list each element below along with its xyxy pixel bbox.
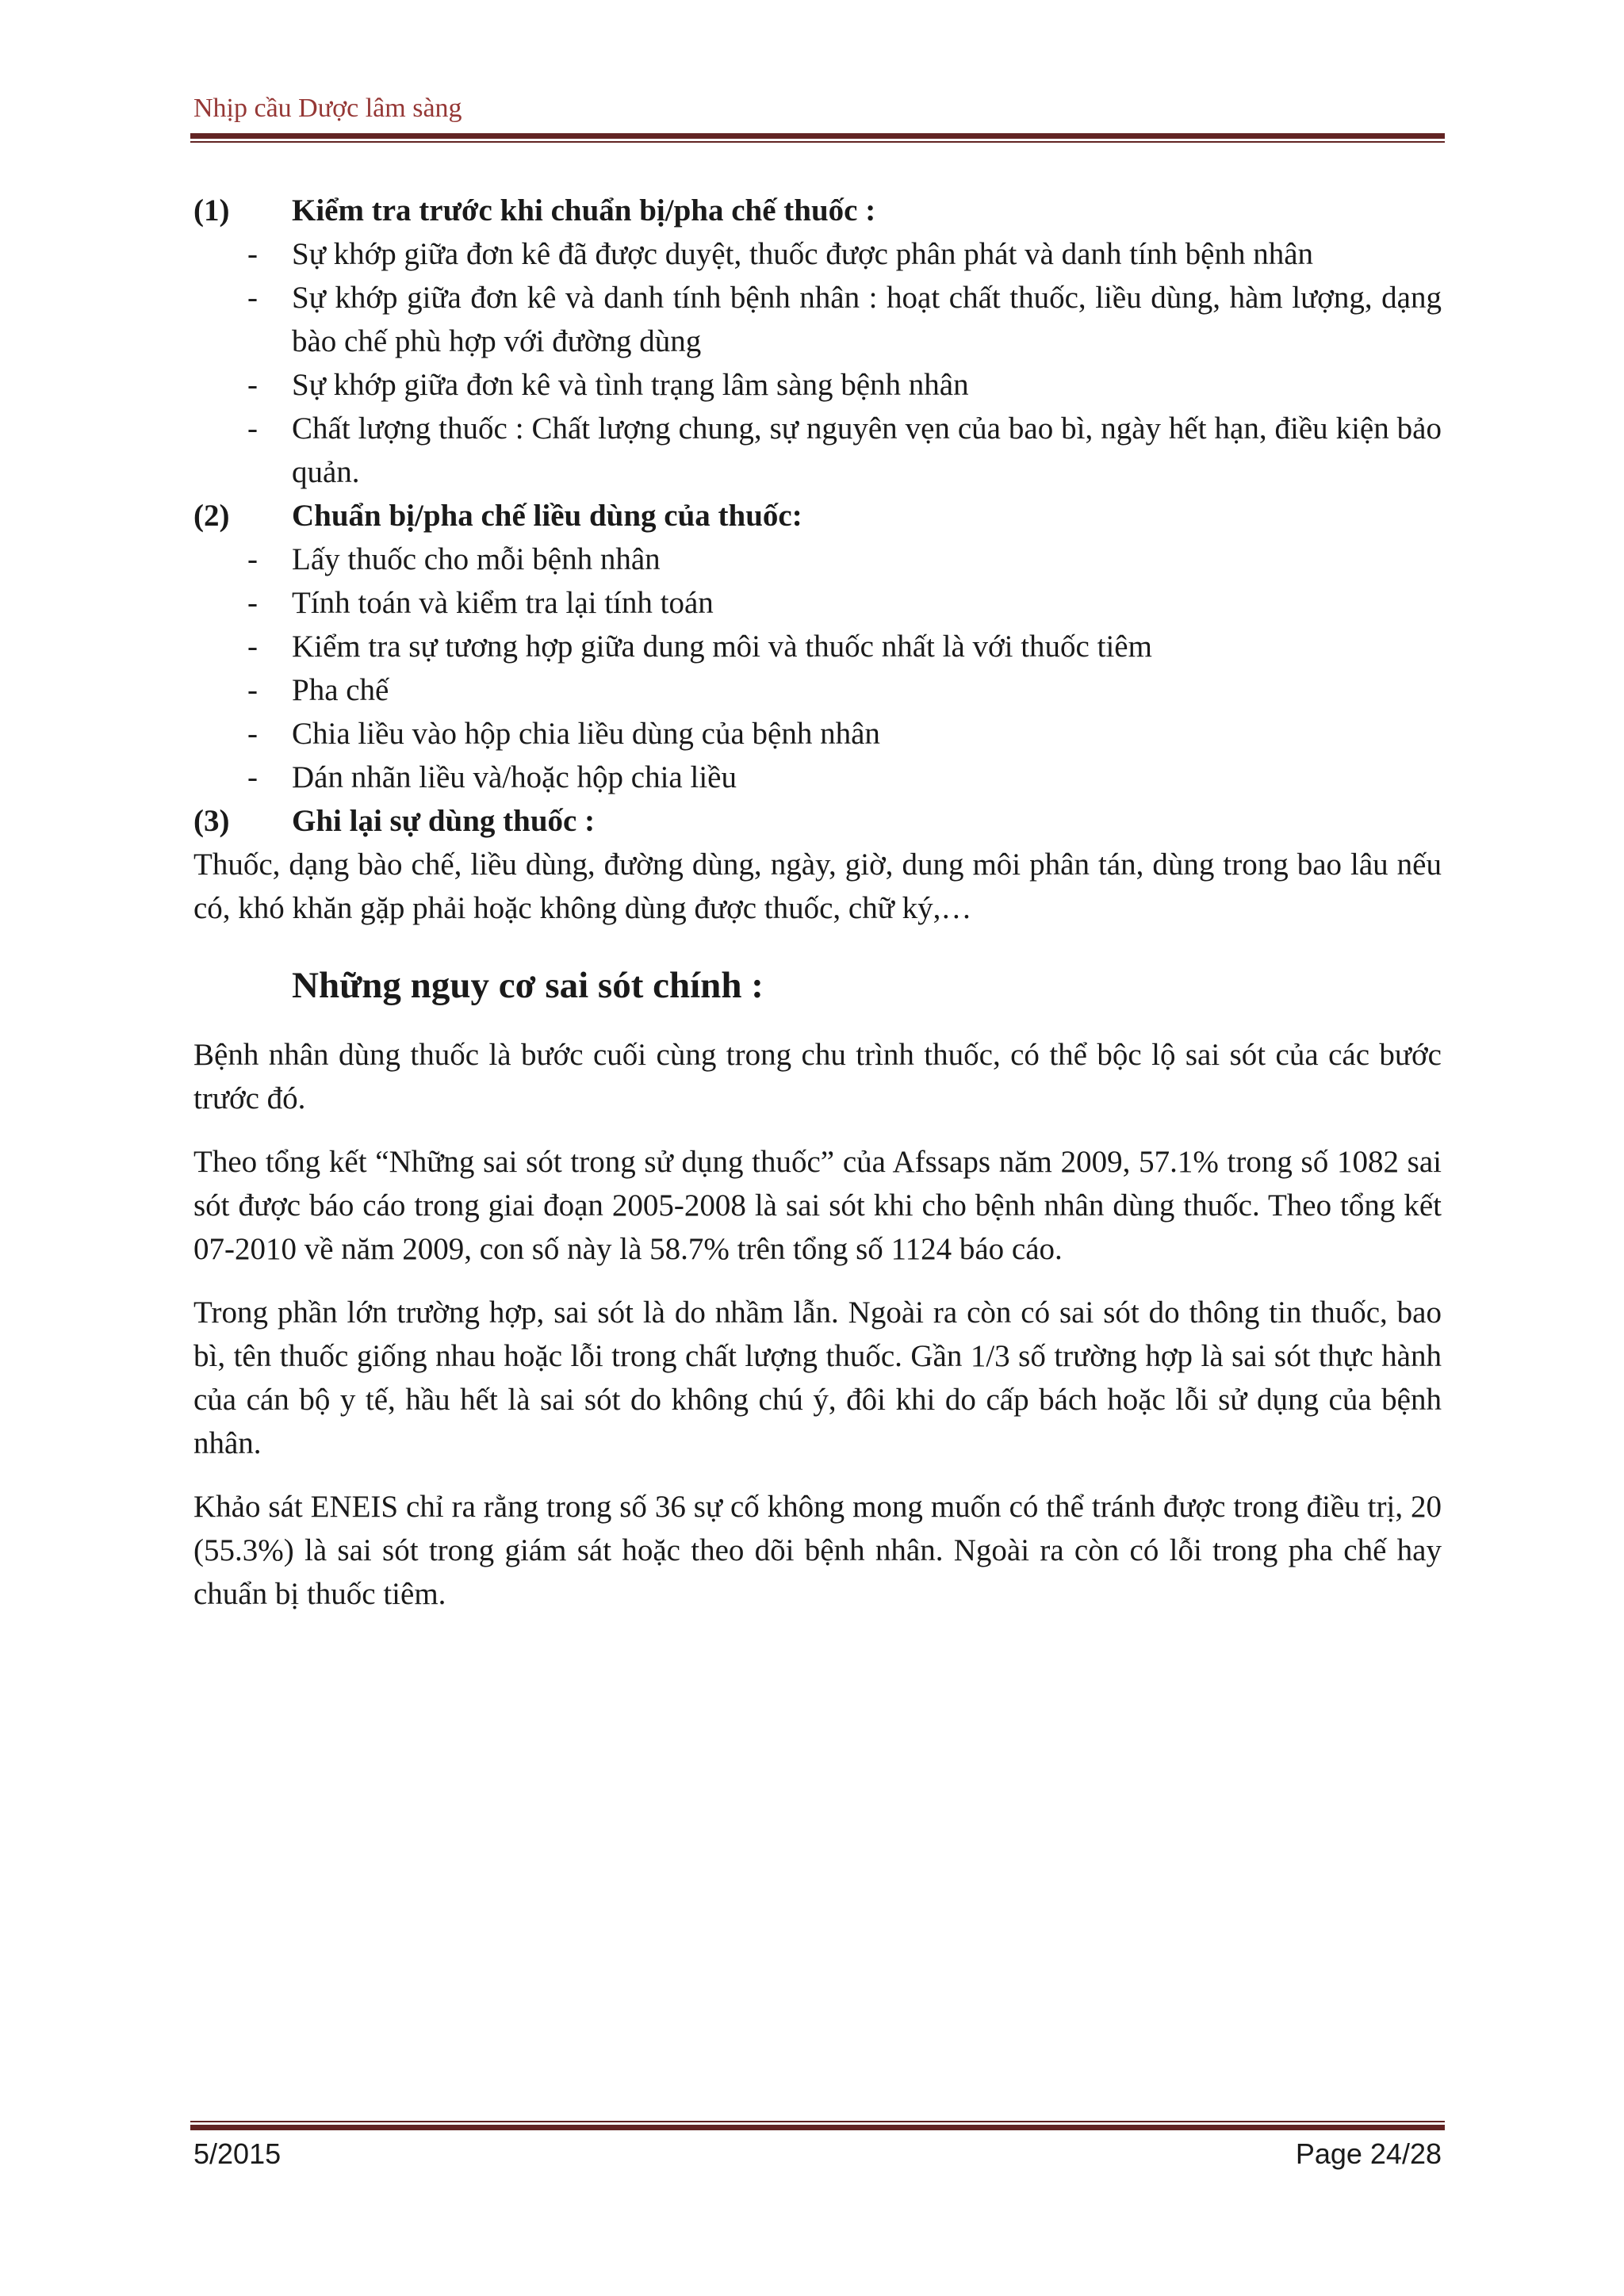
list-item: - Sự khớp giữa đơn kê đã được duyệt, thuốc được phân phát và danh tính bệnh nhân	[247, 237, 1314, 271]
list-item: - Chất lượng thuốc : Chất lượng chung, sự nguyên vẹn của bao bì, ngày hết hạn, điều kiện bảo quản.	[247, 411, 1442, 489]
page-body	[193, 189, 1442, 1616]
section-number: (3)	[193, 804, 230, 838]
paragraph: Theo tổng kết “Những sai sót trong sử dụng thuốc” của Afssaps năm 2009, 57.1% trong số 1082 sai sót được báo cáo trong giai đoạn 2005-2008 là sai sót khi cho bệnh nhân dùng thuốc. Theo tổng kết 07-2010 về năm 2009, con số này là 58.7% trên tổng số 1124 báo cáo.	[193, 1145, 1442, 1266]
list-item: - Pha chế	[247, 673, 389, 707]
section-title: Chuẩn bị/pha chế liều dùng của thuốc:	[292, 499, 802, 533]
list-item: - Sự khớp giữa đơn kê và tình trạng lâm sàng bệnh nhân	[247, 368, 969, 402]
bullet-list	[193, 538, 1442, 799]
paragraph: Khảo sát ENEIS chỉ ra rằng trong số 36 sự cố không mong muốn có thể tránh được trong điều trị, 20 (55.3%) là sai sót trong giám sát hoặc theo dõi bệnh nhân. Ngoài ra còn có lỗi trong pha chế hay chuẩn bị thuốc tiêm.	[193, 1490, 1442, 1611]
section-title: Kiểm tra trước khi chuẩn bị/pha chế thuốc :	[292, 193, 876, 228]
section-title: Ghi lại sự dùng thuốc :	[292, 804, 596, 838]
section-heading	[193, 799, 1442, 843]
paragraph: Trong phần lớn trường hợp, sai sót là do nhầm lẫn. Ngoài ra còn có sai sót do thông tin thuốc, bao bì, tên thuốc giống nhau hoặc lỗi trong chất lượng thuốc. Gần 1/3 số trường hợp là sai sót thực hành của cán bộ y tế, hầu hết là sai sót do không chú ý, đôi khi do cấp bách hoặc lỗi sử dụng của bệnh nhân.	[193, 1295, 1442, 1460]
header-rule	[190, 133, 1445, 143]
list-item: - Dán nhãn liều và/hoặc hộp chia liều	[247, 760, 737, 794]
list-item: - Kiểm tra sự tương hợp giữa dung môi và thuốc nhất là với thuốc tiêm	[247, 629, 1152, 664]
footer-date: 5/2015	[193, 2137, 282, 2170]
list-item: - Lấy thuốc cho mỗi bệnh nhân	[247, 542, 661, 576]
list-item: - Sự khớp giữa đơn kê và danh tính bệnh nhân : hoạt chất thuốc, liều dùng, hàm lượng, dạng bào chế phù hợp với đường dùng	[247, 281, 1442, 358]
footer-rule	[190, 2121, 1445, 2130]
section-number: (1)	[193, 193, 230, 228]
page-number: Page 24/28	[1295, 2137, 1442, 2170]
list-item: - Chia liều vào hộp chia liều dùng của bệnh nhân	[247, 717, 880, 751]
section-heading	[193, 189, 1442, 232]
section-heading	[193, 494, 1442, 538]
paragraph: Bệnh nhân dùng thuốc là bước cuối cùng trong chu trình thuốc, có thể bộc lộ sai sót của các bước trước đó.	[193, 1038, 1442, 1115]
section-text: Thuốc, dạng bào chế, liều dùng, đường dùng, ngày, giờ, dung môi phân tán, dùng trong bao lâu nếu có, khó khăn gặp phải hoặc không dùng được thuốc, chữ ký,…	[193, 848, 1442, 925]
bullet-list	[193, 232, 1442, 494]
risks-heading: Những nguy cơ sai sót chính :	[292, 965, 764, 1006]
list-item: - Tính toán và kiểm tra lại tính toán	[247, 586, 714, 620]
section-number: (2)	[193, 499, 230, 533]
header-title: Nhịp cầu Dược lâm sàng	[193, 94, 462, 123]
